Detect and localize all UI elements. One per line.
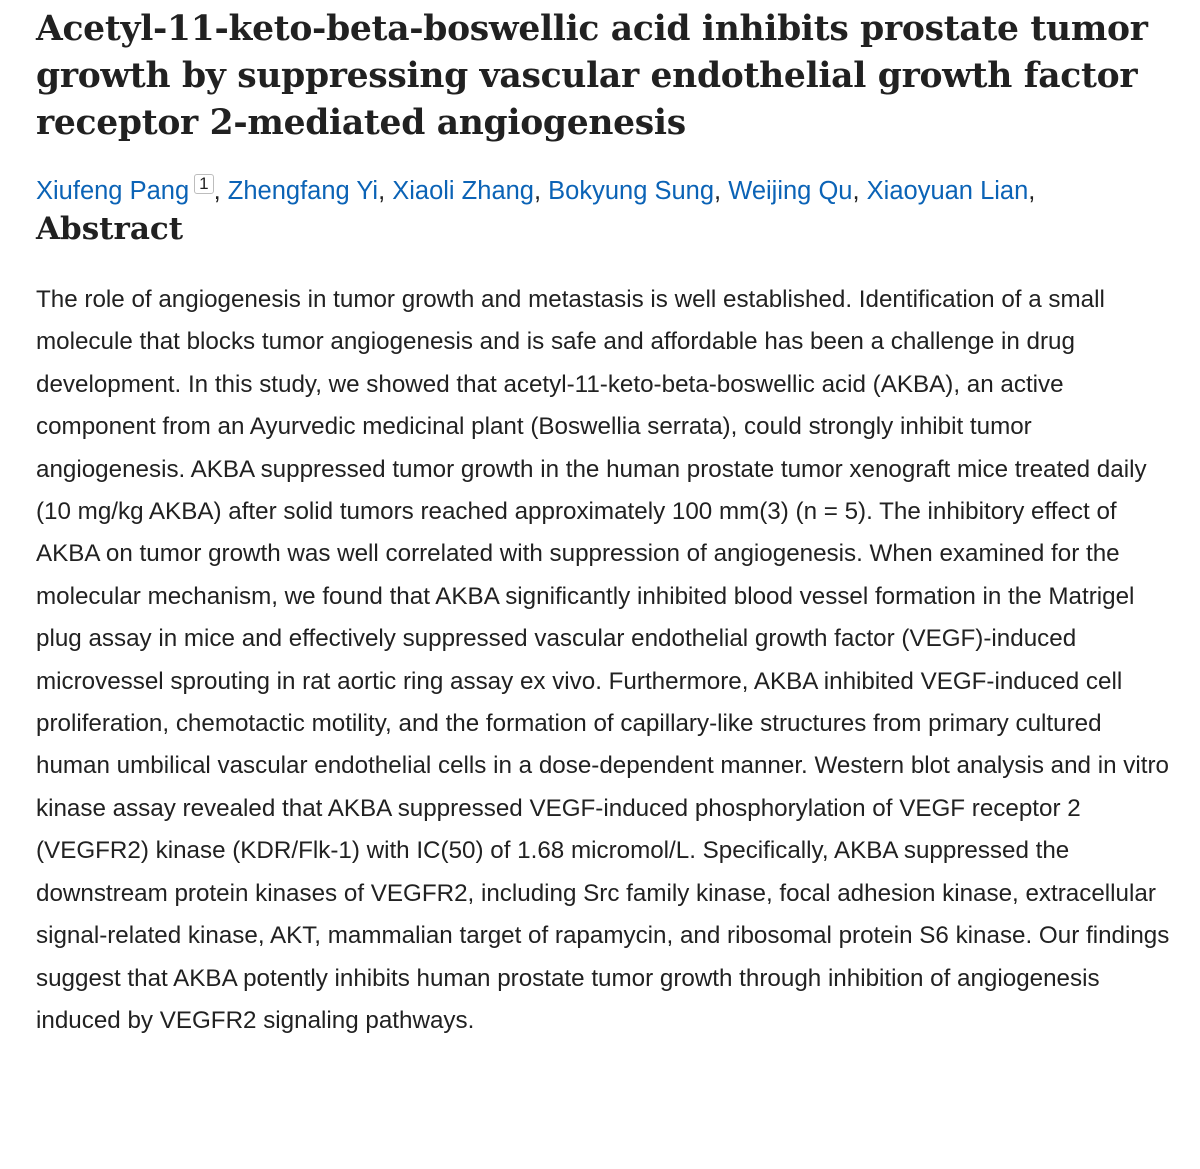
author-separator: , (714, 177, 729, 205)
author-separator-trailing: , (1028, 177, 1036, 205)
author-separator: , (213, 177, 228, 205)
author-link-xiaoyuan-lian[interactable]: Xiaoyuan Lian (866, 177, 1029, 205)
abstract-text: The role of angiogenesis in tumor growth and metastasis is well established. Identification of a small molecule that blocks tumor angiogenesis and is safe and affordable has been a challenge in drug development. In this study, we showed that acetyl-11-keto-beta-boswellic acid (AKBA), an active component from an Ayurvedic medicinal plant (Boswellia serrata), could strongly inhibit tumor angiogenesis. AKBA suppressed tumor growth in the human prostate tumor xenograft mice treated daily (10 mg/kg AKBA) after solid tumors reached approximately 100 mm(3) (n = 5). The inhibitory effect of AKBA on tumor growth was well correlated with suppression of angiogenesis. When examined for the molecular mechanism, we found that AKBA significantly inhibited blood vessel formation in the Matrigel plug assay in mice and effectively suppressed vascular endothelial growth factor (VEGF)-induced microvessel sprouting in rat aortic ring assay ex vivo. Furthermore, AKBA inhibited VEGF-induced cell proliferation, chemotactic motility, and the formation of capillary-like structures from primary cultured human umbilical vascular endothelial cells in a dose-dependent manner. Western blot analysis and in vitro kinase assay revealed that AKBA suppressed VEGF-induced phosphorylation of VEGF receptor 2 (VEGFR2) kinase (KDR/Flk-1) with IC(50) of 1.68 micromol/L. Specifically, AKBA suppressed the downstream protein kinases of VEGFR2, including Src family kinase, focal adhesion kinase, extracellular signal-related kinase, AKT, mammalian target of rapamycin, and ribosomal protein S6 kinase. Our findings suggest that AKBA potently inhibits human prostate tumor growth through inhibition of angiogenesis induced by VEGFR2 signaling pathways. (36, 286, 1170, 1034)
author-link-bokyung-sung[interactable]: Bokyung Sung (548, 177, 715, 205)
author-link-weijing-qu[interactable]: Weijing Qu (728, 177, 853, 205)
author-separator: , (852, 177, 867, 205)
abstract-heading: Abstract (36, 211, 184, 247)
affiliation-marker[interactable]: 1 (194, 174, 213, 194)
article (36, 6, 1172, 1067)
author-list (36, 174, 1172, 207)
author-separator: , (534, 177, 549, 205)
author-separator: , (378, 177, 393, 205)
author-link-zhengfang-yi[interactable]: Zhengfang Yi (227, 177, 379, 205)
author-link-xiaoli-zhang[interactable]: Xiaoli Zhang (392, 177, 534, 205)
article-title: Acetyl-11-keto-beta-boswellic acid inhibits prostate tumor growth by suppressing vascular endothelial growth factor receptor 2-mediated angiogenesis (36, 9, 1148, 143)
author-link-xiufeng-pang[interactable]: Xiufeng Pang (36, 177, 190, 205)
